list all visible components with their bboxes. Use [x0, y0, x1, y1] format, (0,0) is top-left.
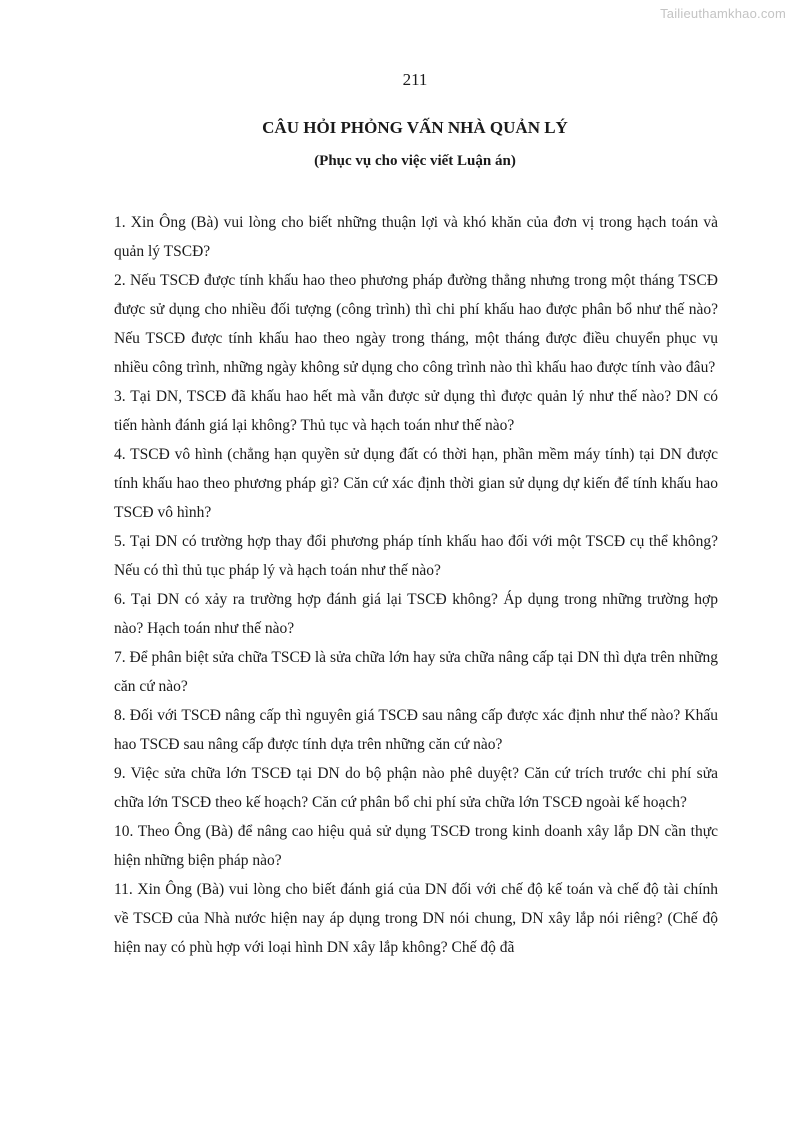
question-10: 10. Theo Ông (Bà) để nâng cao hiệu quả sử dụng TSCĐ trong kinh doanh xây lắp DN cần thực hiện những biện pháp nào?: [114, 823, 718, 869]
page-title: CÂU HỎI PHỎNG VẤN NHÀ QUẢN LÝ: [262, 118, 568, 137]
question-3: 3. Tại DN, TSCĐ đã khấu hao hết mà vẫn được sử dụng thì được quản lý như thế nào? DN có tiến hành đánh giá lại không? Thủ tục và hạch toán như thế nào?: [114, 388, 718, 434]
question-list: [114, 208, 718, 962]
question-4: 4. TSCĐ vô hình (chẳng hạn quyền sử dụng đất có thời hạn, phần mềm máy tính) tại DN được tính khấu hao theo phương pháp gì? Căn cứ xác định thời gian sử dụng dự kiến để tính khấu hao TSCĐ vô hình?: [114, 446, 718, 521]
question-11: 11. Xin Ông (Bà) vui lòng cho biết đánh giá của DN đối với chế độ kế toán và chế độ tài chính về TSCĐ của Nhà nước hiện nay áp dụng trong DN nói chung, DN xây lắp nói riêng? (Chế độ hiện nay có phù hợp với loại hình DN xây lắp không? Chế độ đã: [114, 881, 718, 956]
question-8: 8. Đối với TSCĐ nâng cấp thì nguyên giá TSCĐ sau nâng cấp được xác định như thế nào? Khấu hao TSCĐ sau nâng cấp được tính dựa trên những căn cứ nào?: [114, 707, 718, 753]
question-7: 7. Để phân biệt sửa chữa TSCĐ là sửa chữa lớn hay sửa chữa nâng cấp tại DN thì dựa trên những căn cứ nào?: [114, 649, 718, 695]
page-number: 211: [402, 70, 428, 89]
question-2: 2. Nếu TSCĐ được tính khấu hao theo phương pháp đường thẳng nhưng trong một tháng TSCĐ được sử dụng cho nhiều đối tượng (công trình) thì chi phí khấu hao được phân bổ như thế nào? Nếu TSCĐ được tính khấu hao theo ngày trong tháng, một tháng được điều chuyển phục vụ nhiều công trình, những ngày không sử dụng cho công trình nào thì khấu hao được tính vào đâu?: [114, 272, 718, 376]
watermark: Tailieuthamkhao.com: [660, 6, 786, 21]
question-5: 5. Tại DN có trường hợp thay đổi phương pháp tính khấu hao đối với một TSCĐ cụ thể không? Nếu có thì thủ tục pháp lý và hạch toán như thế nào?: [114, 533, 718, 579]
question-9: 9. Việc sửa chữa lớn TSCĐ tại DN do bộ phận nào phê duyệt? Căn cứ trích trước chi phí sửa chữa lớn TSCĐ theo kế hoạch? Căn cứ phân bổ chi phí sửa chữa lớn TSCĐ ngoài kế hoạch?: [114, 765, 718, 811]
question-1: 1. Xin Ông (Bà) vui lòng cho biết những thuận lợi và khó khăn của đơn vị trong hạch toán và quản lý TSCĐ?: [114, 214, 718, 260]
page-subtitle: (Phục vụ cho việc viết Luận án): [314, 153, 516, 169]
question-6: 6. Tại DN có xảy ra trường hợp đánh giá lại TSCĐ không? Áp dụng trong những trường hợp nào? Hạch toán như thế nào?: [114, 591, 718, 637]
